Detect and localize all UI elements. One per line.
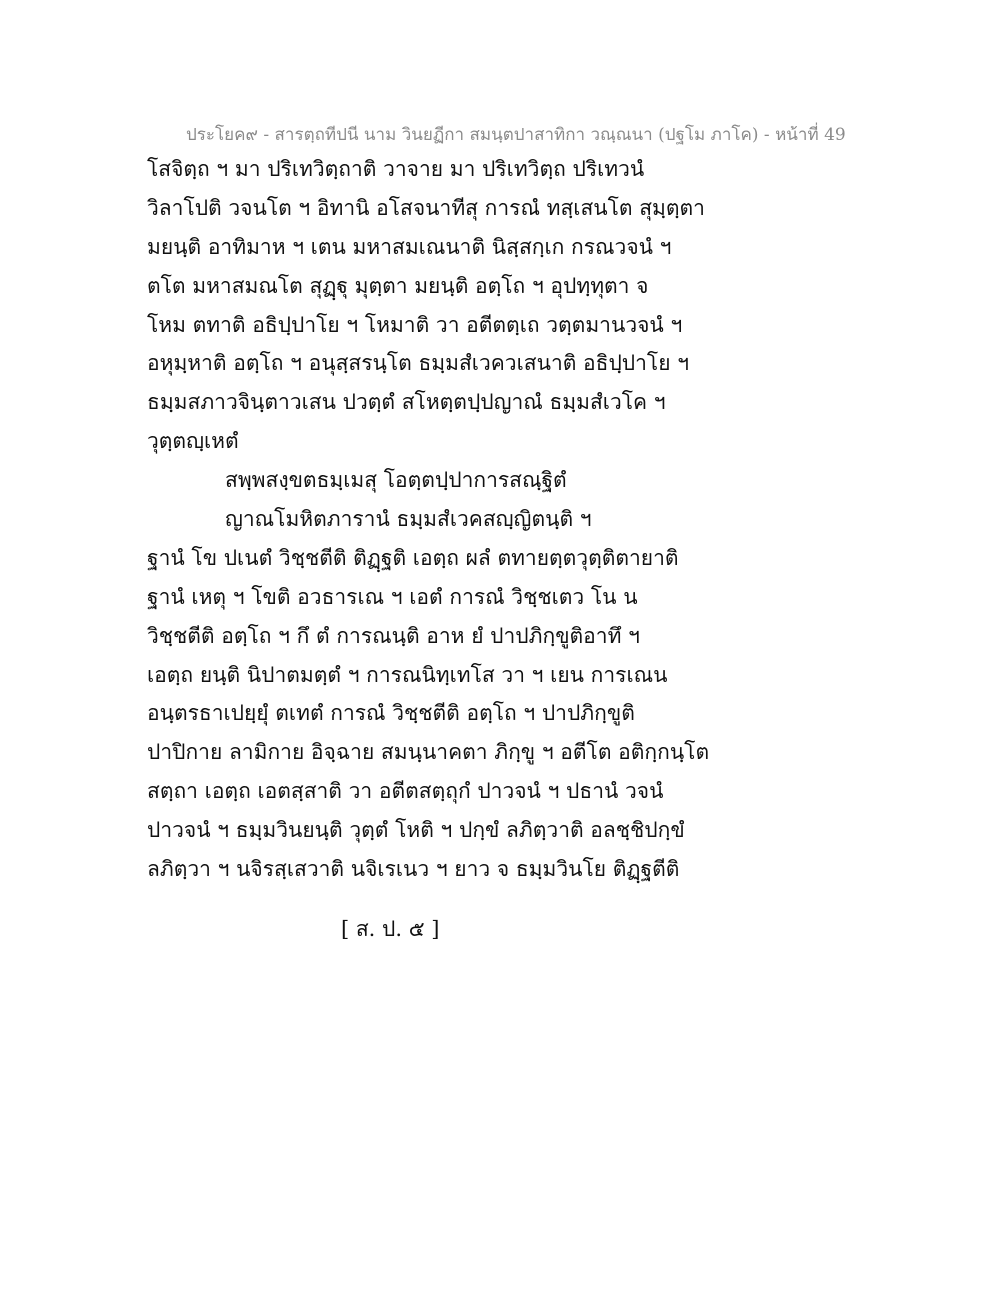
page-reference: [ ส. ป. ๕ ] [341, 917, 440, 941]
text-line: มยนฺติ อาทิมาห ฯ เตน มหาสมเณนาติ นิสฺสกฺเก กรณวจนํ ฯ [147, 234, 672, 259]
verse-line: สพฺพสงฺขตธมฺเมสุ โอตฺตปฺปาการสณฺฐิตํ [225, 468, 567, 493]
body-text [147, 150, 907, 889]
verse-line: ญาณโมหิตภารานํ ธมฺมสํเวคสญฺญิตนฺติ ฯ [225, 507, 592, 532]
text-line: ปาปิกาย ลามิกาย อิจฺฉาย สมนฺนาคตา ภิกฺขู ฯ อตีโต อติกฺกนฺโต [147, 740, 710, 765]
text-line: อนฺตรธาเปยฺยุํ ตเทตํ การณํ วิชฺชตีติ อตฺโถ ฯ ปาปภิกฺขูติ [147, 701, 635, 726]
text-line: ฐานํ โข ปเนตํ วิชฺชตีติ ติฏฺฐติ เอตฺถ ผลํ ตทายตฺตวุตฺติตายาติ [147, 545, 679, 570]
text-line: ฐานํ เหตุ ฯ โขติ อวธารเณ ฯ เอตํ การณํ วิชฺชเตว โน น [147, 584, 638, 609]
text-line: ธมฺมสภาวจินฺตาวเสน ปวตฺตํ สโหตฺตปฺปญาณํ ธมฺมสํเวโค ฯ [147, 390, 666, 415]
text-line: โสจิตฺถ ฯ มา ปริเทวิตฺถาติ วาจาย มา ปริเทวิตฺถ ปริเทวนํ [147, 157, 645, 181]
text-line: เอตฺถ ยนฺติ นิปาตมตฺตํ ฯ การณนิทฺเทโส วา ฯ เยน การเณน [147, 662, 668, 687]
text-line: วิลาโปติ วจนโต ฯ อิทานิ อโสจนาทีสุ การณํ ทสฺเสนโต สุมฺตฺตา [147, 195, 705, 220]
text-line: วุตฺตญฺเหตํ [147, 429, 239, 454]
text-line: อหุมฺหาติ อตฺโถ ฯ อนุสฺสรนฺโต ธมฺมสํเวควเสนาติ อธิปฺปาโย ฯ [147, 351, 689, 376]
text-line: สตฺถา เอตฺถ เอตสฺสาติ วา อตีตสตฺถุกํ ปาวจนํ ฯ ปธานํ วจนํ [147, 779, 664, 804]
text-line: โหม ตทาติ อธิปฺปาโย ฯ โหมาติ วา อตีตตฺเถ วตฺตมานวจนํ ฯ [147, 312, 683, 337]
text-line: วิชฺชตีติ อตฺโถ ฯ กึ ตํ การณนฺติ อาห ยํ ปาปภิกฺขูติอาทึ ฯ [147, 623, 640, 648]
text-line: ลภิตฺวา ฯ นจิรสฺเสวาติ นจิเรเนว ฯ ยาว จ ธมฺมวินโย ติฏฺฐตีติ [147, 857, 680, 882]
running-header: ประโยค๙ - สารตฺถทีปนี นาม วินยฏีกา สมนฺตปาสาทิกา วณฺณนา (ปฐโม ภาโค) - หน้าที่ 49 [186, 125, 846, 145]
text-line: ตโต มหาสมณโต สุฏฺฐุ มุตฺตา มยนฺติ อตฺโถ ฯ อุปทฺทุตา จ [147, 273, 649, 298]
text-line: ปาวจนํ ฯ ธมฺมวินยนฺติ วุตฺตํ โหติ ฯ ปกฺขํ ลภิตฺวาติ อลชฺชิปกฺขํ [147, 818, 685, 843]
